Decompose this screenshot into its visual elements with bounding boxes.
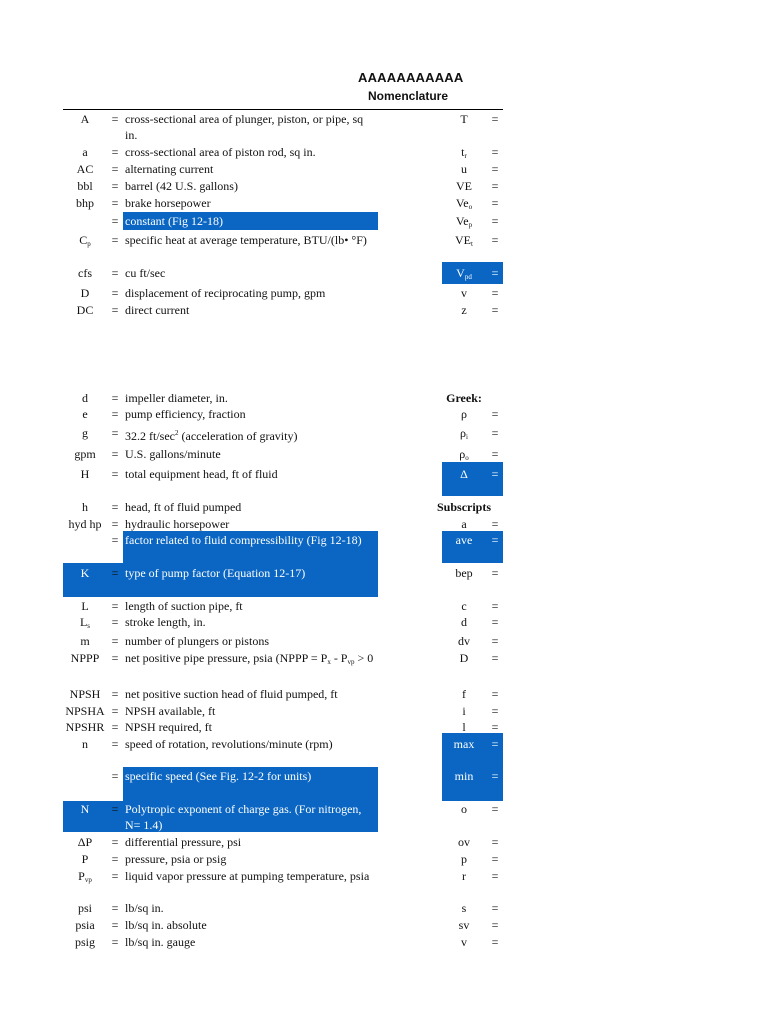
symbol-text: v bbox=[461, 286, 467, 300]
term-definition: NPSH available, ft bbox=[125, 704, 216, 718]
right-term-symbol bbox=[437, 195, 491, 215]
symbol-text: P bbox=[81, 852, 89, 866]
term-definition: head, ft of fluid pumped bbox=[125, 500, 242, 514]
equals-sign: = bbox=[111, 426, 119, 440]
definition-part: (acceleration of gravity) bbox=[178, 429, 298, 443]
symbol-text: Ve bbox=[455, 214, 469, 228]
symbol-text: sv bbox=[458, 918, 470, 932]
right-term-symbol bbox=[437, 213, 491, 233]
symbol-text: a bbox=[82, 145, 88, 159]
term-definition: brake horsepower bbox=[125, 196, 211, 210]
equals-sign: = bbox=[491, 214, 499, 228]
equals-sign: = bbox=[111, 266, 119, 280]
term-definition: cross-sectional area of piston rod, sq in. bbox=[125, 145, 316, 159]
term-definition: NPSH required, ft bbox=[125, 720, 212, 734]
equals-sign: = bbox=[111, 704, 119, 718]
term-definition: net positive suction head of fluid pumped, ft bbox=[125, 687, 338, 701]
symbol-subscript: pd bbox=[464, 273, 472, 281]
symbol-text: t bbox=[461, 145, 465, 159]
equals-sign: = bbox=[111, 852, 119, 866]
definition-part: 2 bbox=[175, 429, 179, 437]
equals-sign: = bbox=[111, 500, 119, 514]
equals-sign: = bbox=[491, 407, 499, 421]
equals-sign: = bbox=[491, 179, 499, 193]
equals-sign: = bbox=[111, 599, 119, 613]
term-definition: alternating current bbox=[125, 162, 214, 176]
symbol-text: hyd hp bbox=[68, 517, 102, 531]
equals-sign: = bbox=[111, 162, 119, 176]
term-symbol bbox=[63, 633, 107, 649]
term-definition: stroke length, in. bbox=[125, 615, 206, 629]
symbol-text: s bbox=[461, 901, 467, 915]
right-term-symbol bbox=[437, 302, 491, 318]
term-definition: specific heat at average temperature, BTU/(lb• °F) bbox=[125, 233, 367, 247]
symbol-subscript: t bbox=[471, 240, 473, 248]
symbol-text: r bbox=[462, 869, 466, 883]
term-definition: displacement of reciprocating pump, gpm bbox=[125, 286, 326, 300]
equals-sign: = bbox=[111, 112, 119, 126]
term-symbol bbox=[63, 934, 107, 950]
definition-part: net positive pipe pressure, psia (NPPP = P bbox=[125, 651, 328, 665]
symbol-text: NPSH bbox=[69, 687, 101, 701]
symbol-text: D bbox=[459, 651, 469, 665]
right-term-symbol bbox=[437, 868, 491, 884]
term-symbol bbox=[63, 144, 107, 160]
symbol-text: k bbox=[82, 533, 88, 547]
equals-sign: = bbox=[491, 467, 499, 481]
right-term-symbol bbox=[437, 466, 491, 482]
term-symbol bbox=[63, 178, 107, 194]
right-term-symbol bbox=[437, 285, 491, 301]
equals-sign: = bbox=[491, 634, 499, 648]
term-definition: cross-sectional area of plunger, piston, or pipe, sq in. bbox=[125, 112, 364, 142]
equals-sign: = bbox=[491, 196, 499, 210]
symbol-text: g bbox=[82, 426, 88, 440]
right-term-symbol bbox=[437, 178, 491, 194]
symbol-text: dv bbox=[458, 634, 470, 648]
symbol-text: cfs bbox=[78, 266, 92, 280]
equals-sign: = bbox=[111, 303, 119, 317]
definition-part: > 0 bbox=[354, 651, 374, 665]
symbol-text: psi bbox=[77, 901, 92, 915]
symbol-text: psig bbox=[74, 935, 95, 949]
section-heading: Subscripts bbox=[437, 500, 492, 514]
right-term-symbol bbox=[437, 614, 491, 630]
symbol-text: L bbox=[79, 615, 88, 629]
equals-sign: = bbox=[491, 769, 499, 783]
right-term-symbol bbox=[437, 900, 491, 916]
symbol-text: n bbox=[80, 769, 87, 783]
equals-sign: = bbox=[111, 286, 119, 300]
symbol-subscript: o bbox=[465, 454, 469, 462]
term-definition: speed of rotation, revolutions/minute (rpm) bbox=[125, 737, 333, 751]
symbol-text: NPSHA bbox=[65, 704, 105, 718]
symbol-text: a bbox=[461, 517, 467, 531]
equals-sign: = bbox=[111, 720, 119, 734]
right-term-symbol bbox=[437, 111, 491, 127]
definition-part: - P bbox=[330, 651, 348, 665]
equals-sign: = bbox=[111, 687, 119, 701]
equals-sign: = bbox=[111, 769, 119, 783]
symbol-subscript: vp bbox=[84, 876, 92, 884]
equals-sign: = bbox=[491, 162, 499, 176]
symbol-text: C bbox=[80, 214, 89, 228]
symbol-subscript: i bbox=[466, 433, 468, 441]
equals-sign: = bbox=[111, 901, 119, 915]
symbol-text: f bbox=[462, 687, 466, 701]
term-symbol bbox=[63, 851, 107, 867]
right-term-symbol bbox=[437, 232, 491, 252]
right-term-symbol bbox=[437, 801, 491, 817]
term-symbol bbox=[63, 703, 107, 719]
right-term-symbol bbox=[437, 768, 491, 784]
right-term-symbol bbox=[437, 917, 491, 933]
right-term-symbol bbox=[437, 406, 491, 422]
right-term-symbol bbox=[437, 719, 491, 735]
section-heading: Greek: bbox=[446, 391, 482, 405]
term-definition: impeller diameter, in. bbox=[125, 391, 228, 405]
equals-sign: = bbox=[491, 835, 499, 849]
symbol-text: C bbox=[79, 233, 88, 247]
symbol-text: T bbox=[460, 112, 468, 126]
symbol-text: v bbox=[461, 935, 467, 949]
term-definition bbox=[125, 650, 377, 670]
equals-sign: = bbox=[491, 447, 499, 461]
symbol-text: bep bbox=[455, 566, 473, 580]
term-symbol bbox=[63, 466, 107, 482]
equals-sign: = bbox=[111, 517, 119, 531]
right-term-symbol bbox=[437, 161, 491, 177]
equals-sign: = bbox=[111, 407, 119, 421]
term-definition bbox=[125, 425, 377, 444]
equals-sign: = bbox=[491, 802, 499, 816]
right-term-symbol bbox=[437, 446, 491, 466]
term-symbol bbox=[63, 446, 107, 462]
equals-sign: = bbox=[111, 566, 119, 580]
symbol-text: ave bbox=[455, 533, 473, 547]
equals-sign: = bbox=[491, 517, 499, 531]
symbol-text: D bbox=[80, 286, 90, 300]
term-definition: total equipment head, ft of fluid bbox=[125, 467, 278, 481]
symbol-text: min bbox=[454, 769, 474, 783]
equals-sign: = bbox=[491, 266, 499, 280]
right-term-symbol bbox=[437, 598, 491, 614]
symbol-text: d bbox=[461, 615, 467, 629]
equals-sign: = bbox=[111, 869, 119, 883]
term-definition: Polytropic exponent of charge gas. (For nitrogen, N= 1.4) bbox=[125, 802, 362, 832]
symbol-text: VE bbox=[456, 179, 472, 193]
term-symbol bbox=[63, 686, 107, 702]
equals-sign: = bbox=[491, 918, 499, 932]
term-symbol bbox=[63, 111, 107, 127]
symbol-text: L bbox=[81, 599, 89, 613]
term-symbol bbox=[63, 285, 107, 301]
equals-sign: = bbox=[491, 687, 499, 701]
term-symbol bbox=[63, 801, 107, 817]
term-definition: constant (Fig 12-18) bbox=[125, 214, 223, 228]
equals-sign: = bbox=[491, 737, 499, 751]
term-symbol bbox=[63, 232, 107, 252]
term-symbol bbox=[63, 265, 107, 281]
symbol-subscript: r bbox=[464, 152, 467, 160]
symbol-text: l bbox=[462, 720, 466, 734]
equals-sign: = bbox=[111, 233, 119, 247]
equals-sign: = bbox=[111, 935, 119, 949]
equals-sign: = bbox=[491, 303, 499, 317]
symbol-text: A bbox=[80, 112, 90, 126]
term-symbol bbox=[63, 161, 107, 177]
symbol-text: max bbox=[453, 737, 475, 751]
term-definition: specific speed (See Fig. 12-2 for units) bbox=[125, 769, 312, 783]
term-definition: length of suction pipe, ft bbox=[125, 599, 243, 613]
right-term-symbol bbox=[437, 703, 491, 719]
equals-sign: = bbox=[111, 467, 119, 481]
symbol-text: d bbox=[82, 391, 88, 405]
equals-sign: = bbox=[491, 426, 499, 440]
equals-sign: = bbox=[111, 634, 119, 648]
term-symbol bbox=[63, 736, 107, 752]
right-term-symbol bbox=[437, 686, 491, 702]
definition-part: x bbox=[327, 658, 331, 666]
equals-sign: = bbox=[491, 145, 499, 159]
term-definition: type of pump factor (Equation 12-17) bbox=[125, 566, 306, 580]
term-symbol bbox=[63, 425, 107, 441]
term-definition: U.S. gallons/minute bbox=[125, 447, 221, 461]
equals-sign: = bbox=[491, 286, 499, 300]
term-definition: lb/sq in. absolute bbox=[125, 918, 207, 932]
equals-sign: = bbox=[491, 852, 499, 866]
symbol-text: Ve bbox=[455, 196, 469, 210]
equals-sign: = bbox=[111, 214, 119, 228]
term-symbol bbox=[63, 302, 107, 318]
equals-sign: = bbox=[491, 935, 499, 949]
term-symbol bbox=[63, 917, 107, 933]
equals-sign: = bbox=[111, 179, 119, 193]
symbol-text: o bbox=[461, 802, 467, 816]
equals-sign: = bbox=[491, 566, 499, 580]
right-term-symbol bbox=[437, 265, 491, 285]
term-definition: direct current bbox=[125, 303, 190, 317]
term-definition: lb/sq in. bbox=[125, 901, 164, 915]
right-term-symbol bbox=[437, 851, 491, 867]
term-definition: barrel (42 U.S. gallons) bbox=[125, 179, 238, 193]
right-term-symbol bbox=[437, 834, 491, 850]
equals-sign: = bbox=[111, 615, 119, 629]
right-term-symbol bbox=[437, 934, 491, 950]
equals-sign: = bbox=[491, 704, 499, 718]
term-definition: liquid vapor pressure at pumping temperature, psia bbox=[125, 869, 370, 883]
symbol-text: VE bbox=[455, 233, 472, 247]
page-subtitle: Nomenclature bbox=[368, 89, 449, 103]
symbol-text: ΔP bbox=[77, 835, 93, 849]
symbol-text: NPPP bbox=[70, 651, 100, 665]
symbol-text: ov bbox=[458, 835, 470, 849]
symbol-subscript: p bbox=[87, 240, 91, 248]
symbol-text: Δ bbox=[460, 467, 468, 481]
equals-sign: = bbox=[111, 737, 119, 751]
equals-sign: = bbox=[491, 720, 499, 734]
symbol-text: i bbox=[462, 704, 466, 718]
term-symbol bbox=[63, 390, 107, 406]
equals-sign: = bbox=[491, 599, 499, 613]
symbol-subscript: p bbox=[468, 221, 473, 229]
term-symbol bbox=[63, 900, 107, 916]
term-symbol bbox=[63, 614, 107, 634]
equals-sign: = bbox=[491, 869, 499, 883]
symbol-text: z bbox=[461, 303, 467, 317]
term-symbol bbox=[63, 598, 107, 614]
symbol-text: h bbox=[82, 500, 88, 514]
symbol-text: NPSHR bbox=[65, 720, 105, 734]
symbol-text: ρ bbox=[459, 447, 466, 461]
equals-sign: = bbox=[111, 447, 119, 461]
term-symbol bbox=[63, 650, 107, 666]
right-term-symbol bbox=[437, 425, 491, 445]
right-term-symbol bbox=[437, 516, 491, 532]
symbol-text: psia bbox=[75, 918, 95, 932]
symbol-text: bbl bbox=[77, 179, 93, 193]
symbol-subscript: s bbox=[87, 622, 91, 630]
symbol-text: K bbox=[80, 566, 90, 580]
right-term-symbol bbox=[437, 650, 491, 666]
term-symbol bbox=[63, 565, 107, 581]
symbol-text: V bbox=[456, 266, 465, 280]
equals-sign: = bbox=[111, 651, 119, 665]
symbol-subscript: s bbox=[86, 776, 90, 784]
equals-sign: = bbox=[111, 802, 119, 816]
right-term-symbol bbox=[437, 633, 491, 649]
term-symbol bbox=[63, 768, 107, 788]
term-definition: lb/sq in. gauge bbox=[125, 935, 196, 949]
equals-sign: = bbox=[111, 196, 119, 210]
term-definition: number of plungers or pistons bbox=[125, 634, 269, 648]
definition-part: 32.2 ft/sec bbox=[125, 429, 175, 443]
term-symbol bbox=[63, 406, 107, 422]
symbol-text: ρ bbox=[460, 426, 467, 440]
term-symbol bbox=[63, 834, 107, 850]
equals-sign: = bbox=[491, 615, 499, 629]
term-symbol bbox=[63, 868, 107, 888]
term-definition: hydraulic horsepower bbox=[125, 517, 230, 531]
term-symbol bbox=[63, 516, 107, 532]
term-definition: differential pressure, psi bbox=[125, 835, 242, 849]
equals-sign: = bbox=[111, 533, 119, 547]
equals-sign: = bbox=[491, 233, 499, 247]
symbol-text: N bbox=[80, 802, 90, 816]
header-rule bbox=[63, 109, 503, 110]
symbol-text: n bbox=[82, 737, 88, 751]
definition-part: vp bbox=[347, 658, 355, 666]
symbol-text: bhp bbox=[76, 196, 94, 210]
symbol-text: p bbox=[461, 852, 467, 866]
symbol-text: AC bbox=[76, 162, 94, 176]
term-symbol bbox=[63, 195, 107, 211]
symbol-text: m bbox=[80, 634, 90, 648]
term-definition: pump efficiency, fraction bbox=[125, 407, 246, 421]
equals-sign: = bbox=[491, 651, 499, 665]
symbol-text: u bbox=[461, 162, 467, 176]
equals-sign: = bbox=[111, 391, 119, 405]
right-term-symbol bbox=[437, 565, 491, 581]
equals-sign: = bbox=[491, 533, 499, 547]
term-definition: factor related to fluid compressibility (Fig 12-18) bbox=[125, 533, 362, 547]
equals-sign: = bbox=[111, 145, 119, 159]
symbol-text: c bbox=[461, 599, 467, 613]
right-term-symbol bbox=[437, 736, 491, 752]
term-definition: cu ft/sec bbox=[125, 266, 166, 280]
symbol-text: DC bbox=[76, 303, 94, 317]
equals-sign: = bbox=[111, 918, 119, 932]
term-symbol bbox=[63, 499, 107, 515]
term-symbol bbox=[63, 213, 107, 229]
page-title: AAAAAAAAAAA bbox=[358, 70, 464, 85]
equals-sign: = bbox=[111, 835, 119, 849]
symbol-text: ρ bbox=[461, 407, 467, 421]
term-symbol bbox=[63, 719, 107, 735]
symbol-text: H bbox=[80, 467, 90, 481]
symbol-text: gpm bbox=[74, 447, 96, 461]
symbol-text: e bbox=[82, 407, 88, 421]
symbol-text: P bbox=[78, 869, 85, 883]
symbol-subscript: o bbox=[468, 203, 473, 211]
right-term-symbol bbox=[437, 532, 491, 548]
equals-sign: = bbox=[491, 112, 499, 126]
equals-sign: = bbox=[491, 901, 499, 915]
term-symbol bbox=[63, 532, 107, 548]
term-definition: pressure, psia or psig bbox=[125, 852, 227, 866]
